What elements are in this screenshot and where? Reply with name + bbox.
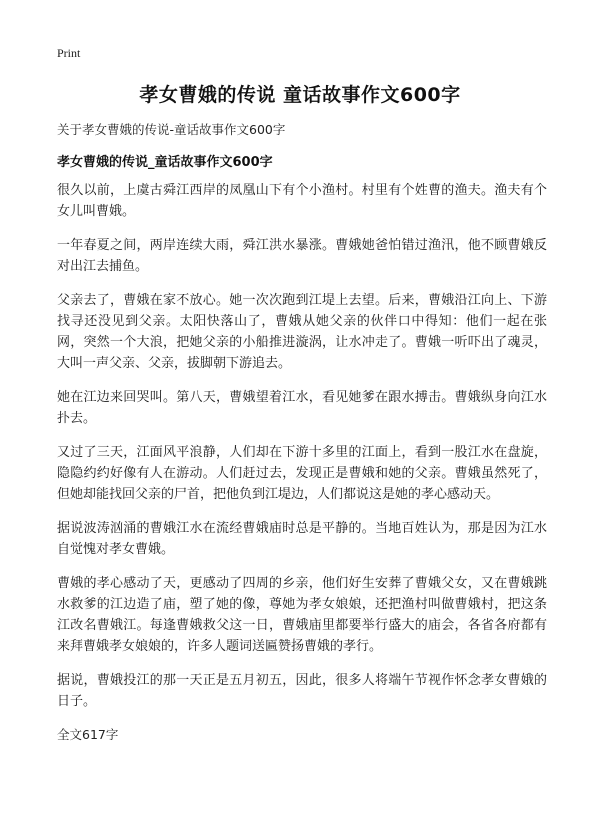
document-subtitle: 关于孝女曹娥的传说-童话故事作文600字 <box>57 122 286 137</box>
article-body <box>57 180 547 743</box>
page-title: 孝女曹娥的传说 童话故事作文600字 <box>139 84 461 106</box>
paragraph: 曹娥的孝心感动了天，更感动了四周的乡亲，他们好生安葬了曹娥父女，又在曹娥跳水救爹的江边造了庙，塑了她的像，尊她为孝女娘娘，还把渔村叫做曹娥村，把这条江改名曹娥江。每逢曹娥救父这一日，曹娥庙里都要举行盛大的庙会，各省各府都有来拜曹娥孝女娘娘的，许多人题词送匾赞扬曹娥的孝行。 <box>57 576 547 654</box>
paragraph: 据说波涛汹涌的曹娥江水在流经曹娥庙时总是平静的。当地百姓认为，那是因为江水自觉愧对孝女曹娥。 <box>57 521 547 557</box>
print-link[interactable]: Print <box>57 46 81 60</box>
paragraph: 又过了三天，江面风平浪静，人们却在下游十多里的江面上，看到一股江水在盘旋，隐隐约约好像有人在游动。人们赶过去，发现正是曹娥和她的父亲。曹娥虽然死了，但她却能找回父亲的尸首，把他负到江堤边，人们都说这是她的孝心感动天。 <box>57 445 547 502</box>
paragraph: 一年春夏之间，两岸连续大雨，舜江洪水暴涨。曹娥她爸怕错过渔汛，他不顾曹娥反对出江去捕鱼。 <box>57 238 547 274</box>
section-heading: 孝女曹娥的传说_童话故事作文600字 <box>57 155 273 170</box>
paragraph: 据说，曹娥投江的那一天正是五月初五，因此，很多人将端午节视作怀念孝女曹娥的日子。 <box>57 673 547 709</box>
word-count: 全文617字 <box>57 727 119 742</box>
paragraph: 父亲去了，曹娥在家不放心。她一次次跑到江堤上去望。后来，曹娥沿江向上、下游找寻还没见到父亲。太阳快落山了，曹娥从她父亲的伙伴口中得知：他们一起在张网，突然一个大浪，把她父亲的小船推进漩涡，让水冲走了。曹娥一听吓出了魂灵，大叫一声父亲、父亲，拔脚朝下游追去。 <box>57 293 547 371</box>
paragraph: 很久以前，上虞古舜江西岸的凤凰山下有个小渔村。村里有个姓曹的渔夫。渔夫有个女儿叫曹娥。 <box>57 183 547 219</box>
paragraph: 她在江边来回哭叫。第八天，曹娥望着江水，看见她爹在跟水搏击。曹娥纵身向江水扑去。 <box>57 390 547 426</box>
